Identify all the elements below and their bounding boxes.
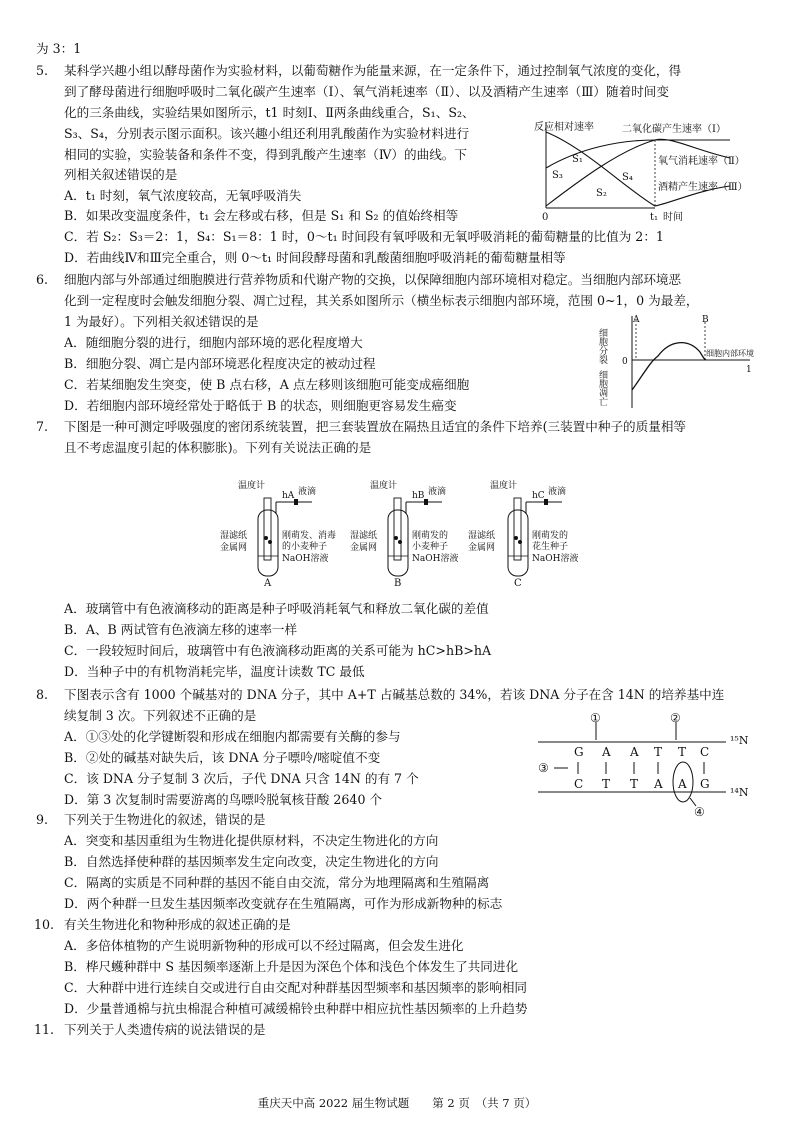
- q6-fig-b: B: [702, 315, 709, 325]
- q7-a-label: A: [264, 578, 272, 589]
- q5-fig-ylabel: 反应相对速率: [534, 122, 594, 133]
- q8-bottom-base-2: T: [602, 777, 611, 791]
- q8-top-base-5: T: [678, 745, 687, 759]
- q10-option-b: B．桦尺蠖种群中 S 基因频率逐渐上升是因为深色个体和浅色个体发生了共同进化: [64, 959, 519, 974]
- q6-fig-zero: 0: [622, 357, 628, 367]
- q9-option-d: D．两个种群一旦发生基因频率改变就存在生殖隔离，可作为形成新物种的标志: [64, 896, 503, 911]
- q8-bottom-base-5: A: [678, 777, 687, 791]
- q5-fig-s1: S₁: [572, 154, 583, 165]
- q7-c-hc: hC: [532, 491, 545, 501]
- q7-a-tube: [258, 510, 278, 576]
- q5-option-b: B．如果改变温度条件，t₁ 会左移或右移，但是 S₁ 和 S₂ 的值始终相等: [64, 208, 459, 223]
- q7-a-mesh: 金属网: [220, 543, 248, 553]
- q7-a-thermometer: [264, 498, 271, 560]
- q8-n15-label: ¹⁵N: [730, 734, 749, 747]
- q7-c-tube: [508, 510, 528, 576]
- q7-c-droplet-label: 液滴: [548, 487, 567, 497]
- q7-b-wet-paper: 湿滤纸: [350, 531, 378, 541]
- q6-stem-line-3: 1 为最好）。下列相关叙述错误的是: [64, 314, 259, 329]
- q8-stem-line-2: 续复制 3 次。下列叙述不正确的是: [64, 708, 257, 723]
- q6-option-c: C．若某细胞发生突变，使 B 点右移，A 点左移则该细胞可能变成癌细胞: [64, 377, 470, 392]
- q7-apparatus-figure: [220, 476, 600, 588]
- q5-fig-t1: t₁: [650, 212, 659, 223]
- q5-stem-line-3: 化的三条曲线，实验结果如图所示，t1 时刻Ⅰ、Ⅱ两条曲线重合，S₁、S₂、: [64, 105, 475, 120]
- q6-curve: [632, 343, 706, 390]
- q5-fig-origin: 0: [542, 212, 549, 223]
- q5-fig-curve3-label: 酒精产生速率（Ⅲ）: [658, 182, 748, 193]
- q5-stem-line-5: 相同的实验，实验装备和条件不变，得到乳酸产生速率（Ⅳ）的曲线。下: [64, 147, 467, 162]
- q7-a-ha: hA: [282, 491, 295, 501]
- q9-option-a: A．突变和基因重组为生物进化提供原材料，不决定生物进化的方向: [64, 833, 439, 848]
- q7-number: 7.: [36, 419, 49, 434]
- q6-option-a: A．随细胞分裂的进行，细胞内部环境的恶化程度增大: [64, 335, 363, 350]
- q7-a-naoh: NaOH溶液: [282, 554, 329, 564]
- q9-number: 9.: [36, 812, 49, 827]
- q10-option-a: A．多倍体植物的产生说明新物种的形成可以不经过隔离，但会发生进化: [64, 938, 464, 953]
- q5-option-a: A．t₁ 时刻，氧气浓度较高，无氧呼吸消失: [64, 188, 302, 203]
- q8-option-c: C．该 DNA 分子复制 3 次后，子代 DNA 只含 14N 的有 7 个: [64, 771, 419, 786]
- q5-fig-s3: S₃: [552, 170, 563, 181]
- q7-b-mesh: 金属网: [350, 543, 378, 553]
- q5-respiration-rate-figure: [530, 118, 770, 226]
- q8-bottom-base-1: C: [574, 777, 584, 791]
- q7-c-seed-2: 花生种子: [532, 542, 569, 552]
- q5-stem-line-6: 列相关叙述错误的是: [64, 167, 178, 182]
- q7-option-b: B．A、B 两试管有色液滴左移的速率一样: [64, 622, 298, 637]
- q6-fig-a: A: [633, 315, 640, 325]
- q6-option-b: B．细胞分裂、凋亡是内部环境恶化程度决定的被动过程: [64, 356, 376, 371]
- q7-c-thermometer: [514, 498, 521, 560]
- q8-option-b: B．②处的碱基对缺失后，该 DNA 分子嘌呤/嘧啶值不变: [64, 750, 381, 765]
- q5-stem-line-4: S₃、S₄，分别表示图示面积。该兴趣小组还利用乳酸菌作为实验材料进行: [64, 126, 470, 141]
- q7-c-naoh: NaOH溶液: [532, 554, 579, 564]
- q6-option-d: D．若细胞内部环境经常处于略低于 B 的状态，则细胞更容易发生癌变: [64, 398, 457, 413]
- q7-c-mesh: 金属网: [468, 543, 496, 553]
- q7-c-label: C: [514, 578, 522, 589]
- q7-c-seed-1: 刚萌发的: [532, 531, 569, 541]
- q6-fig-y-down: 细胞凋亡: [597, 370, 607, 406]
- q8-marker-3: ③: [538, 761, 549, 775]
- q8-option-d: D．第 3 次复制时需要游离的鸟嘌呤脱氧核苷酸 2640 个: [64, 792, 383, 807]
- q7-c-thermo-label: 温度计: [490, 481, 518, 491]
- q7-a-droplet: [294, 499, 298, 505]
- q8-marker-4: ④: [694, 805, 705, 819]
- q7-c-wet-paper: 湿滤纸: [468, 531, 496, 541]
- q10-number: 10.: [34, 917, 55, 932]
- q9-option-b: B．自然选择使种群的基因频率发生定向改变，决定生物进化的方向: [64, 854, 439, 869]
- q5-fig-curve1-label: 二氧化碳产生速率（Ⅰ）: [622, 124, 726, 135]
- q10-stem: 有关生物进化和物种形成的叙述正确的是: [64, 917, 291, 932]
- q5-fig-s4: S₄: [622, 172, 633, 183]
- q7-b-droplet-label: 液滴: [428, 487, 447, 497]
- q10-option-d: D．少量普通棉与抗虫棉混合种植可减缓棉铃虫种群中相应抗性基因频率的上升趋势: [64, 1001, 528, 1016]
- q6-number: 6.: [36, 272, 49, 287]
- q7-a-thermo-label: 温度计: [238, 481, 266, 491]
- q8-number: 8.: [36, 687, 49, 702]
- q7-a-seed-2: 的小麦种子: [282, 542, 328, 552]
- q7-option-a: A．玻璃管中有色液滴移动的距离是种子呼吸消耗氧气和释放二氧化碳的差值: [64, 601, 489, 616]
- q7-b-seed-1: 刚萌发的: [412, 531, 449, 541]
- q7-b-label: B: [394, 578, 402, 589]
- q5-stem-line-1: 某科学兴趣小组以酵母菌作为实验材料，以葡萄糖作为能量来源，在一定条件下，通过控制氧气浓度的变化，得: [64, 63, 682, 78]
- q9-stem: 下列关于生物进化的叙述，错误的是: [64, 812, 266, 827]
- q8-bottom-base-3: T: [630, 777, 639, 791]
- q5-fig-curve2-label: 氧气消耗速率（Ⅱ）: [658, 156, 745, 167]
- q7-b-naoh: NaOH溶液: [412, 554, 459, 564]
- q11-number: 11.: [34, 1022, 55, 1037]
- q5-fig-xlabel: 时间: [663, 212, 683, 223]
- q5-curve-alcohol: [546, 132, 730, 206]
- q6-fig-one: 1: [746, 365, 752, 375]
- q7-stem-line-2: 且不考虑温度引起的体积膨胀)。下列有关说法正确的是: [64, 440, 372, 455]
- q8-n14-label: ¹⁴N: [730, 786, 749, 799]
- q7-b-thermometer: [394, 498, 401, 560]
- q7-option-c: C．一段较短时间后，玻璃管中有色液滴移动距离的关系可能为 hC>hB>hA: [64, 643, 492, 658]
- q8-marker-2: ②: [670, 711, 681, 725]
- q7-apparatus-b: [350, 479, 458, 589]
- page-top-fragment: 为 3：1: [36, 41, 82, 56]
- page-footer: 重庆天中高 2022 届生物试题 第 2 页 （共 7 页）: [257, 1096, 537, 1110]
- q8-top-base-4: T: [654, 745, 663, 759]
- q6-fig-xlabel: 细胞内部环境: [706, 349, 754, 358]
- q7-b-droplet: [424, 499, 428, 505]
- q8-top-base-1: G: [574, 745, 584, 759]
- q6-stem-line-1: 细胞内部与外部通过细胞膜进行营养物质和代谢产物的交换，以保障细胞内部环境相对稳定。当细胞内部环境恶: [64, 272, 682, 287]
- q8-top-base-2: A: [602, 745, 611, 759]
- q7-b-thermo-label: 温度计: [370, 481, 398, 491]
- q8-bottom-base-4: A: [654, 777, 663, 791]
- q8-hydrogen-bonds: [578, 762, 704, 774]
- q5-option-d: D．若曲线Ⅳ和Ⅲ完全重合，则 0～t₁ 时间段酵母菌和乳酸菌细胞呼吸消耗的葡萄糖量相等: [64, 250, 566, 265]
- q5-option-c: C．若 S₂：S₃＝2：1，S₄：S₁＝8：1 时，0～t₁ 时间段有氧呼吸和无氧呼吸消耗的葡萄糖量的比值为 2：1: [64, 229, 664, 244]
- q7-option-d: D．当种子中的有机物消耗完毕，温度计读数 TC 最低: [64, 664, 365, 679]
- q7-apparatus-a: [220, 479, 336, 589]
- q8-marker-1: ①: [590, 711, 601, 725]
- q7-b-seed-2: 小麦种子: [412, 542, 449, 552]
- q8-dna-figure: [530, 710, 760, 820]
- q5-number: 5.: [36, 63, 49, 78]
- q10-option-c: C．大种群中进行连续自交或进行自由交配对种群基因型频率和基因频率的影响相同: [64, 980, 528, 995]
- q7-stem-line-1: 下图是一种可测定呼吸强度的密闭系统装置，把三套装置放在隔热且适宜的条件下培养(三装置中种子的质量相等: [64, 419, 687, 434]
- q7-apparatus-c: [468, 479, 578, 589]
- q11-stem: 下列关于人类遗传病的说法错误的是: [64, 1022, 266, 1037]
- q8-top-base-6: C: [700, 745, 710, 759]
- q7-b-tube: [388, 510, 408, 576]
- q5-curve-o2: [546, 139, 730, 206]
- q7-a-seed-1: 刚萌发、消毒: [282, 531, 337, 541]
- q7-a-droplet-label: 液滴: [298, 487, 317, 497]
- q8-bottom-base-6: G: [700, 777, 710, 791]
- q8-option-a: A．①③处的化学键断裂和形成在细胞内都需要有关酶的参与: [64, 729, 401, 744]
- q6-cell-environment-figure: [597, 312, 760, 412]
- q6-fig-y-up: 细胞分裂: [597, 328, 607, 364]
- q7-b-hb: hB: [412, 491, 425, 501]
- q5-fig-s2: S₂: [596, 188, 607, 199]
- q8-stem-line-1: 下图表示含有 1000 个碱基对的 DNA 分子，其中 A+T 占碱基总数的 34%，若该 DNA 分子在含 14N 的培养基中连: [64, 687, 725, 702]
- q6-stem-line-2: 化到一定程度时会触发细胞分裂、凋亡过程，其关系如图所示（横坐标表示细胞内部环境，范围 0~1，0 为最差，: [64, 293, 699, 308]
- q9-option-c: C．隔离的实质是不同种群的基因不能自由交流，常分为地理隔离和生殖隔离: [64, 875, 490, 890]
- q7-a-wet-paper: 湿滤纸: [220, 531, 248, 541]
- q5-stem-line-2: 到了酵母菌进行细胞呼吸时二氧化碳产生速率（Ⅰ）、氧气消耗速率（Ⅱ）、以及酒精产生速率（Ⅲ）随着时间变: [64, 84, 669, 99]
- q8-top-base-3: A: [630, 745, 639, 759]
